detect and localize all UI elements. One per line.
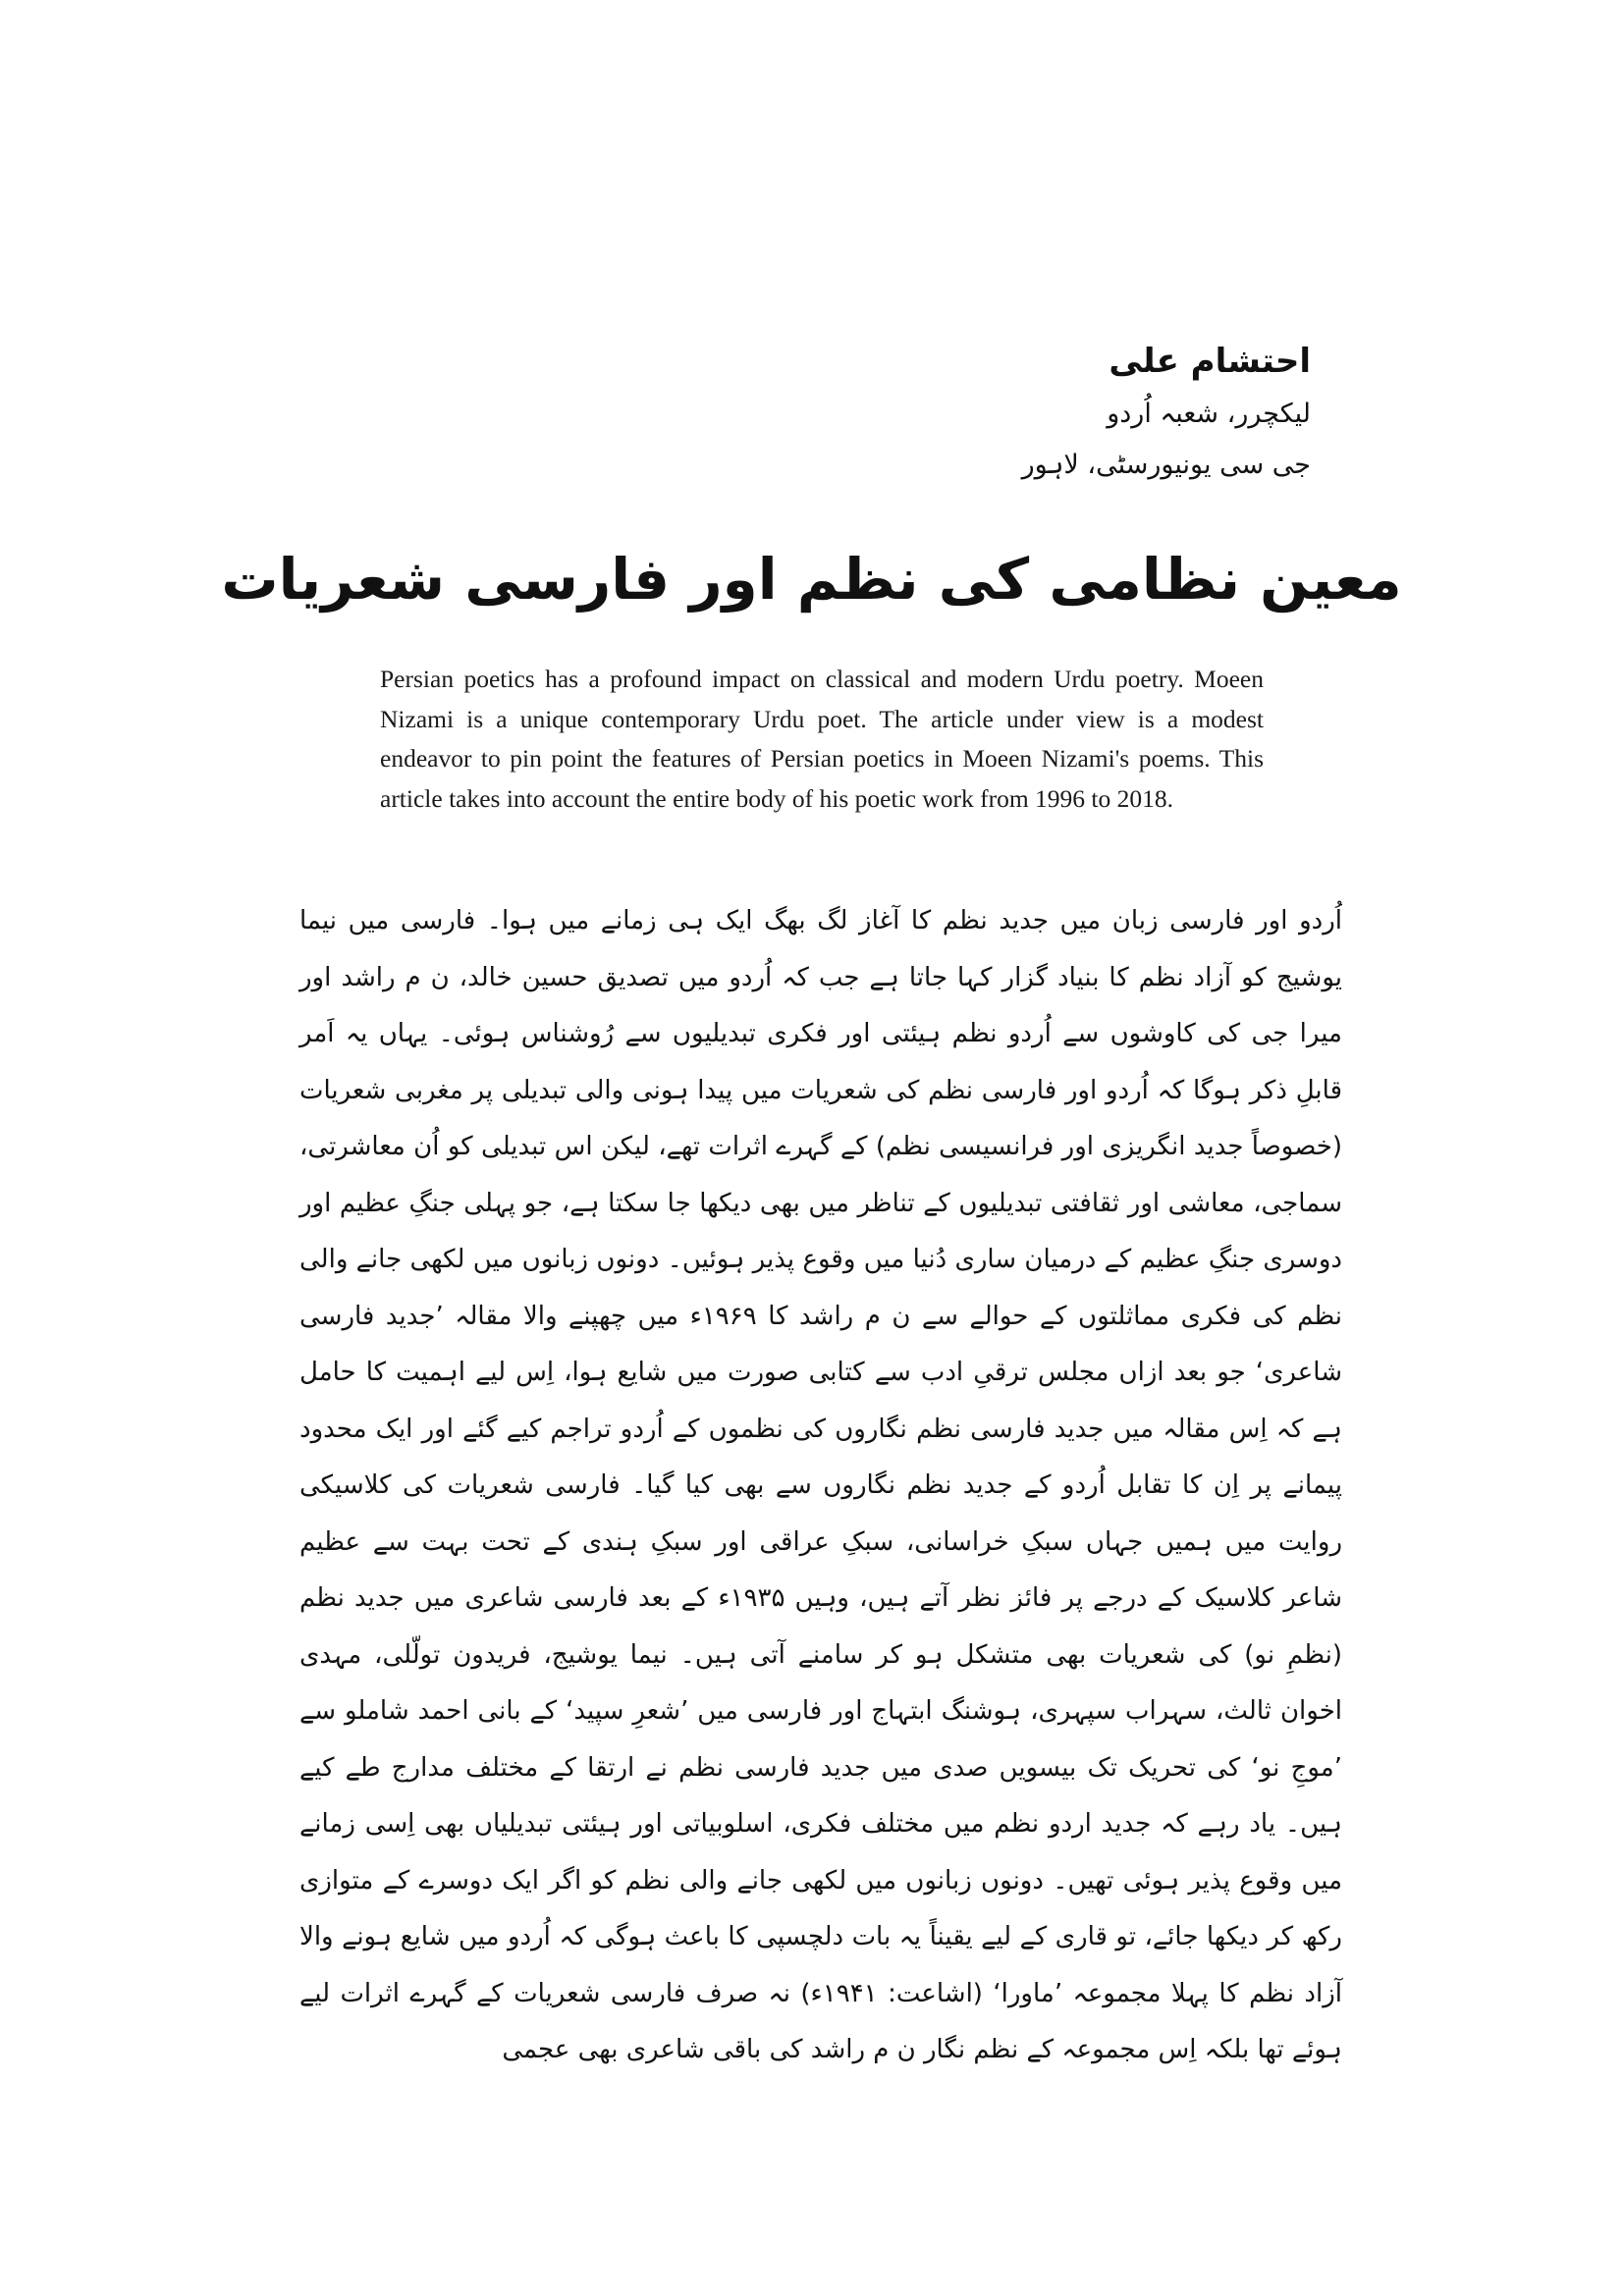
abstract: Persian poetics has a profound impact on classical and modern Urdu poetry. Moeen Nizami is a unique contemporary Urdu poet. The article under view is a modest endeavor to pin point the features of Persian poetics in Moeen Nizami's poems. This article takes into account the entire body of his poetic work from 1996 to 2018.: [380, 665, 1264, 813]
author-name: احتشام علی: [1109, 342, 1311, 381]
article-title: معین نظامی کی نظم اور فارسی شعریات: [221, 546, 1402, 613]
author-designation: لیکچرر، شعبہ اُردو: [1107, 399, 1311, 429]
author-block: [1022, 334, 1311, 491]
author-institution: جی سی یونیورسٹی، لاہور: [1021, 450, 1311, 480]
body-paragraph: اُردو اور فارسی زبان میں جدید نظم کا آغاز لگ بھگ ایک ہی زمانے میں ہوا۔ فارسی میں نیما یوشیج کو آزاد نظم کا بنیاد گزار کہا جاتا ہے جب کہ اُردو میں تصدیق حسین خالد، ن م راشد اور میرا جی کی کاوشوں سے اُردو نظم ہیئتی اور فکری تبدیلیوں سے رُوشناس ہوئی۔ یہاں یہ اَمر قابلِ ذکر ہوگا کہ اُردو اور فارسی نظم کی شعریات میں پیدا ہونی والی تبدیلی پر مغربی شعریات (خصوصاً جدید انگریزی اور فرانسیسی نظم) کے گہرے اثرات تھے، لیکن اس تبدیلی کو اُن معاشرتی، سماجی، معاشی اور ثقافتی تبدیلیوں کے تناظر میں بھی دیکھا جا سکتا ہے، جو پہلی جنگِ عظیم اور دوسری جنگِ عظیم کے درمیان ساری دُنیا میں وقوع پذیر ہوئیں۔ دونوں زبانوں میں لکھی جانے والی نظم کی فکری مماثلتوں کے حوالے سے ن م راشد کا ۱۹۶۹ء میں چھپنے والا مقالہ ’جدید فارسی شاعری‘ جو بعد ازاں مجلس ترقیِ ادب سے کتابی صورت میں شایع ہوا، اِس لیے اہمیت کا حامل ہے کہ اِس مقالہ میں جدید فارسی نظم نگاروں کی نظموں کے اُردو تراجم کیے گئے اور ایک محدود پیمانے پر اِن کا تقابل اُردو کے جدید نظم نگاروں سے بھی کیا گیا۔ فارسی شعریات کی کلاسیکی روایت میں ہمیں جہاں سبکِ خراسانی، سبکِ عراقی اور سبکِ ہندی کے تحت بہت سے عظیم شاعر کلاسیک کے درجے پر فائز نظر آتے ہیں، وہیں ۱۹۳۵ء کے بعد فارسی شاعری میں جدید نظم (نظمِ نو) کی شعریات بھی متشکل ہو کر سامنے آتی ہیں۔ نیما یوشیج، فریدون تولّلی، مہدی اخوان ثالث، سہراب سپہری، ہوشنگ ابتہاج اور فارسی میں ’شعرِ سپید‘ کے بانی احمد شاملو سے ’موجِ نو‘ کی تحریک تک بیسویں صدی میں جدید فارسی نظم نے ارتقا کے مختلف مدارج طے کیے ہیں۔ یاد رہے کہ جدید اردو نظم میں مختلف فکری، اسلوبیاتی اور ہیئتی تبدیلیاں بھی اِسی زمانے میں وقوع پذیر ہوئی تھیں۔ دونوں زبانوں میں لکھی جانے والی نظم کو اگر ایک دوسرے کے متوازی رکھ کر دیکھا جائے، تو قاری کے لیے یقیناً یہ بات دلچسپی کا باعث ہوگی کہ اُردو میں شایع ہونے والا آزاد نظم کا پہلا مجموعہ ’ماورا‘ (اشاعت: ۱۹۴۱ء) نہ صرف فارسی شعریات کے گہرے اثرات لیے ہوئے تھا بلکہ اِس مجموعہ کے نظم نگار ن م راشد کی باقی شاعری بھی عجمی: [299, 906, 1343, 2064]
